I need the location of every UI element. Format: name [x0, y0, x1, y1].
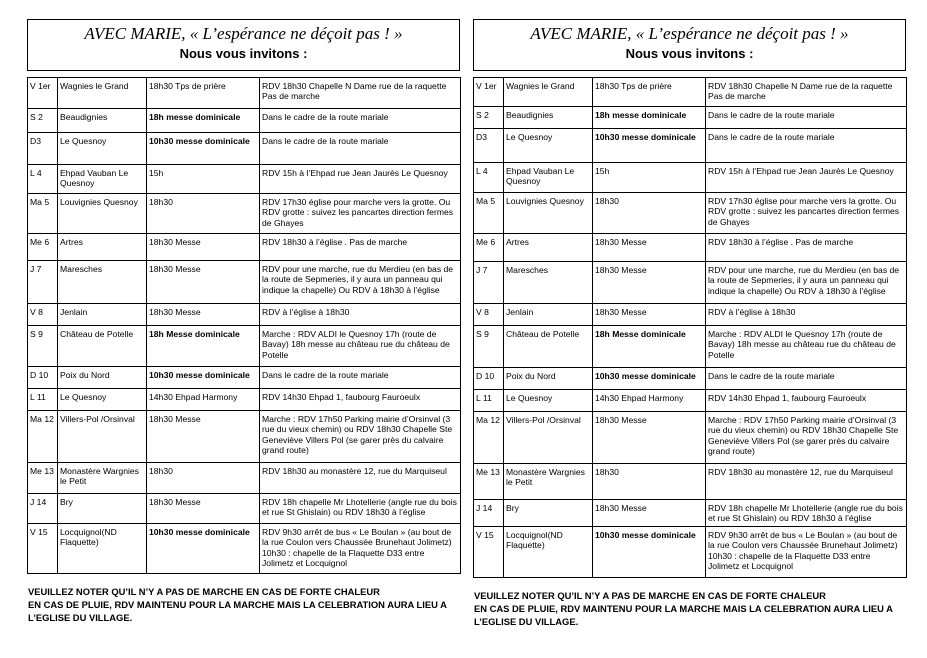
row-info: RDV 14h30 Ehpad 1, faubourg Fauroeulx — [260, 389, 461, 411]
row-info: RDV 18h chapelle Mr Lhotellerie (angle rue du bois et rue St Ghislain) ou RDV 18h30 à l’église — [260, 494, 461, 524]
row-day: S 9 — [474, 326, 504, 368]
row-day: J 7 — [28, 261, 58, 304]
row-time: 18h30 Tps de prière — [593, 78, 706, 107]
schedule-row — [474, 390, 907, 412]
row-info: Dans le cadre de la route mariale — [706, 107, 907, 129]
row-day: Ma 5 — [28, 194, 58, 234]
schedule-row — [474, 129, 907, 163]
flyer-title: AVEC MARIE, « L’espérance ne déçoit pas ! » — [84, 24, 403, 43]
row-place: Locquignol(ND Flaquette) — [58, 524, 147, 574]
schedule-row — [28, 463, 461, 494]
row-place: Artres — [58, 234, 147, 261]
row-day: S 2 — [474, 107, 504, 129]
row-place: Ehpad Vauban Le Quesnoy — [58, 165, 147, 194]
row-place: Le Quesnoy — [58, 133, 147, 165]
schedule-row — [474, 193, 907, 234]
schedule-row — [474, 412, 907, 464]
note-rain: EN CAS DE PLUIE, RDV MAINTENU POUR LA MARCHE MAIS LA CELEBRATION AURA LIEU A L’EGLISE DU VILLAGE. — [28, 599, 447, 623]
row-time: 18h30 Messe — [593, 234, 706, 262]
row-day: L 4 — [474, 163, 504, 193]
row-day: Me 13 — [28, 463, 58, 494]
row-info: RDV 18h30 au monastère 12, rue du Marquiseul — [706, 464, 907, 500]
row-day: Me 13 — [474, 464, 504, 500]
row-time: 18h30 Messe — [593, 304, 706, 326]
row-place: Wagnies le Grand — [58, 78, 147, 109]
row-place: Bry — [58, 494, 147, 524]
schedule-rows — [474, 78, 907, 578]
row-place: Poix du Nord — [504, 368, 593, 390]
schedule-rows — [28, 78, 461, 574]
row-time: 18h30 Messe — [147, 261, 260, 304]
schedule-row — [474, 304, 907, 326]
schedule-row — [474, 262, 907, 304]
schedule-row — [28, 165, 461, 194]
schedule-row — [474, 78, 907, 107]
row-place: Château de Potelle — [58, 326, 147, 367]
schedule-row — [474, 163, 907, 193]
row-info: Marche : RDV 17h50 Parking mairie d’Orsinval (3 rue du vieux chemin) ou RDV 18h30 Chapelle Ste Geneviève Villers Pol (se garer près du calvaire grand route) — [706, 412, 907, 464]
row-info: RDV 18h chapelle Mr Lhotellerie (angle rue du bois et rue St Ghislain) ou RDV 18h30 à l’église — [706, 500, 907, 527]
row-place: Beaudignies — [504, 107, 593, 129]
weather-note — [473, 589, 906, 628]
row-info: RDV 14h30 Ehpad 1, faubourg Fauroeulx — [706, 390, 907, 412]
row-info: Dans le cadre de la route mariale — [260, 109, 461, 133]
row-place: Château de Potelle — [504, 326, 593, 368]
row-place: Ehpad Vauban Le Quesnoy — [504, 163, 593, 193]
row-place: Le Quesnoy — [504, 129, 593, 163]
schedule-row — [28, 367, 461, 389]
note-rain: EN CAS DE PLUIE, RDV MAINTENU POUR LA MARCHE MAIS LA CELEBRATION AURA LIEU A L’EGLISE DU VILLAGE. — [474, 603, 893, 627]
row-day: Ma 12 — [474, 412, 504, 464]
schedule-row — [474, 500, 907, 527]
row-info: RDV 15h à l’Ehpad rue Jean Jaurès Le Quesnoy — [706, 163, 907, 193]
row-time: 18h30 Messe — [593, 262, 706, 304]
row-info: RDV 18h30 Chapelle N Dame rue de la raquette Pas de marche — [706, 78, 907, 107]
schedule-row — [28, 78, 461, 109]
row-time: 10h30 messe dominicale — [147, 524, 260, 574]
note-heat: VEUILLEZ NOTER QU’IL N’Y A PAS DE MARCHE EN CAS DE FORTE CHALEUR — [28, 586, 380, 597]
row-info: RDV 18h30 Chapelle N Dame rue de la raquette Pas de marche — [260, 78, 461, 109]
flyer-header — [27, 19, 460, 71]
schedule-table — [27, 77, 461, 574]
row-time: 18h Messe dominicale — [593, 326, 706, 368]
row-time: 18h30 — [593, 193, 706, 234]
row-info: RDV 18h30 au monastère 12, rue du Marquiseul — [260, 463, 461, 494]
schedule-row — [474, 234, 907, 262]
row-time: 15h — [593, 163, 706, 193]
row-day: V 8 — [474, 304, 504, 326]
row-time: 18h30 Messe — [147, 304, 260, 326]
row-time: 14h30 Ehpad Harmony — [147, 389, 260, 411]
schedule-row — [28, 326, 461, 367]
schedule-row — [28, 411, 461, 463]
row-day: V 1er — [474, 78, 504, 107]
row-day: L 11 — [28, 389, 58, 411]
row-info: RDV 9h30 arrêt de bus « Le Boulan » (au bout de la rue Coulon vers Chaussée Brunehaut Jolimetz) 10h30 : chapelle de la Flaquette D33 entre Jolimetz et Locquignol — [706, 527, 907, 578]
row-day: D3 — [28, 133, 58, 165]
row-day: V 15 — [28, 524, 58, 574]
row-time: 15h — [147, 165, 260, 194]
flyer-left — [27, 19, 460, 624]
flyer-subtitle: Nous vous invitons : — [625, 46, 754, 61]
schedule-row — [28, 304, 461, 326]
row-day: Ma 5 — [474, 193, 504, 234]
row-time: 18h30 Messe — [147, 234, 260, 261]
row-info: Dans le cadre de la route mariale — [706, 368, 907, 390]
row-info: RDV pour une marche, rue du Merdieu (en bas de la route de Sepmeries, il y aura un panneau qui indique la chapelle) Ou RDV à 18h30 à l’église — [260, 261, 461, 304]
row-day: J 14 — [474, 500, 504, 527]
row-day: D3 — [474, 129, 504, 163]
schedule-row — [474, 368, 907, 390]
flyer-subtitle: Nous vous invitons : — [179, 46, 308, 61]
row-day: V 15 — [474, 527, 504, 578]
row-place: Maresches — [58, 261, 147, 304]
row-info: RDV 15h à l’Ehpad rue Jean Jaurès Le Quesnoy — [260, 165, 461, 194]
schedule-row — [28, 261, 461, 304]
row-info: RDV 17h30 église pour marche vers la grotte. Ou RDV grotte : suivez les pancartes direction fermes de Ghayes — [706, 193, 907, 234]
row-info: RDV 9h30 arrêt de bus « Le Boulan » (au bout de la rue Coulon vers Chaussée Brunehaut Jolimetz) 10h30 : chapelle de la Flaquette D33 entre Jolimetz et Locquignol — [260, 524, 461, 574]
row-place: Poix du Nord — [58, 367, 147, 389]
row-time: 14h30 Ehpad Harmony — [593, 390, 706, 412]
row-place: Artres — [504, 234, 593, 262]
row-place: Locquignol(ND Flaquette) — [504, 527, 593, 578]
row-info: RDV 18h30 à l’église . Pas de marche — [260, 234, 461, 261]
row-info: Dans le cadre de la route mariale — [260, 367, 461, 389]
schedule-row — [28, 194, 461, 234]
row-time: 18h30 Messe — [147, 411, 260, 463]
row-info: Marche : RDV ALDI le Quesnoy 17h (route de Bavay) 18h messe au château rue du château de Potelle — [260, 326, 461, 367]
row-place: Wagnies le Grand — [504, 78, 593, 107]
row-day: Ma 12 — [28, 411, 58, 463]
row-info: RDV pour une marche, rue du Merdieu (en bas de la route de Sepmeries, il y aura un panneau qui indique la chapelle) Ou RDV à 18h30 à l’église — [706, 262, 907, 304]
schedule-table — [473, 77, 907, 578]
row-day: Me 6 — [28, 234, 58, 261]
note-heat: VEUILLEZ NOTER QU’IL N’Y A PAS DE MARCHE EN CAS DE FORTE CHALEUR — [474, 590, 826, 601]
row-place: Louvignies Quesnoy — [58, 194, 147, 234]
row-time: 10h30 messe dominicale — [147, 133, 260, 165]
row-info: RDV à l’église à 18h30 — [260, 304, 461, 326]
row-info: RDV 18h30 à l’église . Pas de marche — [706, 234, 907, 262]
row-day: L 11 — [474, 390, 504, 412]
row-info: RDV 17h30 église pour marche vers la grotte. Ou RDV grotte : suivez les pancartes direction fermes de Ghayes — [260, 194, 461, 234]
row-place: Jenlain — [504, 304, 593, 326]
row-time: 10h30 messe dominicale — [147, 367, 260, 389]
flyer-right — [473, 19, 906, 628]
row-place: Monastère Wargnies le Petit — [504, 464, 593, 500]
row-day: V 8 — [28, 304, 58, 326]
row-day: Me 6 — [474, 234, 504, 262]
row-time: 18h messe dominicale — [593, 107, 706, 129]
row-day: L 4 — [28, 165, 58, 194]
row-time: 18h30 — [147, 463, 260, 494]
row-time: 18h30 Tps de prière — [147, 78, 260, 109]
row-time: 18h messe dominicale — [147, 109, 260, 133]
row-place: Monastère Wargnies le Petit — [58, 463, 147, 494]
row-time: 10h30 messe dominicale — [593, 527, 706, 578]
row-place: Le Quesnoy — [504, 390, 593, 412]
schedule-row — [28, 234, 461, 261]
row-info: Marche : RDV 17h50 Parking mairie d’Orsinval (3 rue du vieux chemin) ou RDV 18h30 Chapelle Ste Geneviève Villers Pol (se garer près du calvaire grand route) — [260, 411, 461, 463]
row-day: S 9 — [28, 326, 58, 367]
row-place: Le Quesnoy — [58, 389, 147, 411]
row-place: Maresches — [504, 262, 593, 304]
row-place: Louvignies Quesnoy — [504, 193, 593, 234]
row-info: Dans le cadre de la route mariale — [706, 129, 907, 163]
row-time: 18h Messe dominicale — [147, 326, 260, 367]
row-place: Jenlain — [58, 304, 147, 326]
row-time: 18h30 — [593, 464, 706, 500]
schedule-row — [474, 527, 907, 578]
schedule-row — [474, 464, 907, 500]
row-time: 10h30 messe dominicale — [593, 368, 706, 390]
schedule-row — [28, 133, 461, 165]
row-day: D 10 — [28, 367, 58, 389]
row-place: Beaudignies — [58, 109, 147, 133]
row-time: 18h30 Messe — [593, 500, 706, 527]
row-place: Bry — [504, 500, 593, 527]
row-day: D 10 — [474, 368, 504, 390]
row-day: J 14 — [28, 494, 58, 524]
row-time: 18h30 Messe — [593, 412, 706, 464]
schedule-row — [28, 109, 461, 133]
row-info: RDV à l’église à 18h30 — [706, 304, 907, 326]
row-place: Villers-Pol /Orsinval — [58, 411, 147, 463]
row-place: Villers-Pol /Orsinval — [504, 412, 593, 464]
row-time: 10h30 messe dominicale — [593, 129, 706, 163]
row-info: Marche : RDV ALDI le Quesnoy 17h (route de Bavay) 18h messe au château rue du château de Potelle — [706, 326, 907, 368]
row-day: J 7 — [474, 262, 504, 304]
schedule-row — [28, 524, 461, 574]
row-info: Dans le cadre de la route mariale — [260, 133, 461, 165]
schedule-row — [28, 389, 461, 411]
schedule-row — [474, 326, 907, 368]
flyer-header — [473, 19, 906, 71]
weather-note — [27, 585, 460, 624]
row-day: V 1er — [28, 78, 58, 109]
row-time: 18h30 Messe — [147, 494, 260, 524]
row-day: S 2 — [28, 109, 58, 133]
flyer-title: AVEC MARIE, « L’espérance ne déçoit pas ! » — [530, 24, 849, 43]
row-time: 18h30 — [147, 194, 260, 234]
schedule-row — [28, 494, 461, 524]
schedule-row — [474, 107, 907, 129]
